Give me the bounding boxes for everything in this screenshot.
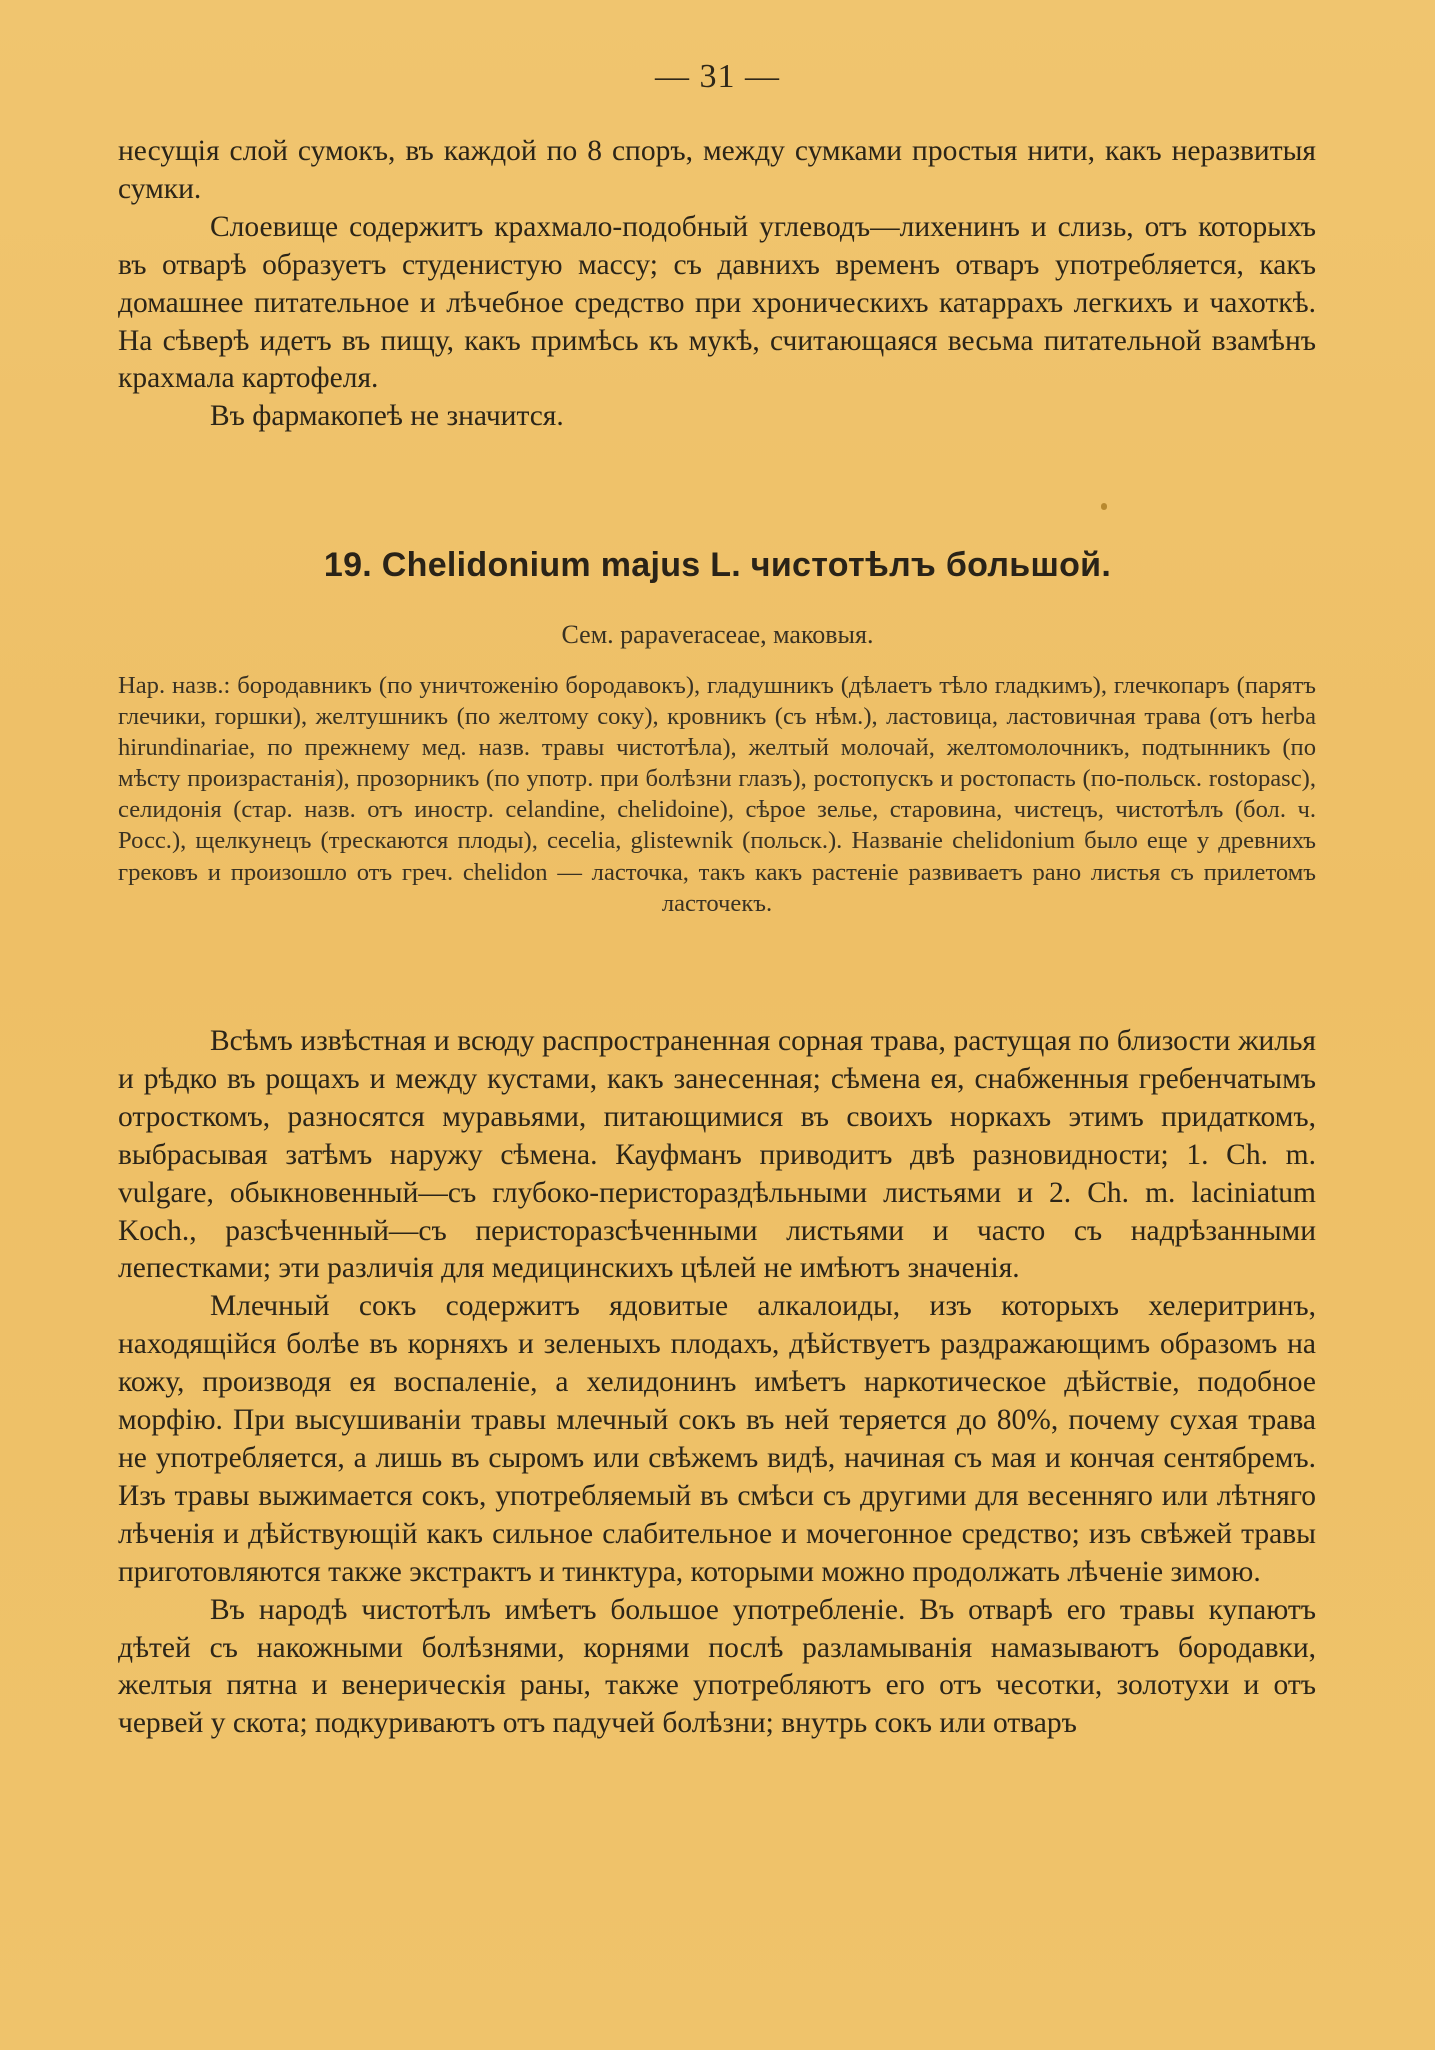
print-speck — [1101, 503, 1107, 510]
paragraph-continuation: несущія слой сумокъ, въ каждой по 8 споръ, между сумками простыя нити, какъ неразвитыя сумки. — [118, 135, 1316, 205]
page-number: — 31 — — [655, 58, 780, 95]
folk-names-paragraph: Нар. назв.: бородавникъ (по уничтоженію бородавокъ), гладушникъ (дѣлаетъ тѣло гладкимъ), глечкопаръ (парятъ глечики, горшки), желтушникъ (по желтому соку), кровникъ (съ нѣм.), ластовица, ластовичная трава (отъ herba hirundinariae, по прежнему мед. назв. травы чистотѣла), желтый молочай, желтомолочникъ, подтынникъ (по мѣсту произрастанія), прозорникъ (по употр. при болѣзни глазъ), ростопускъ и ростопасть (по-польск. rostopasc), селидонія (стар. назв. отъ иностр. celandine, chelidoine), сѣрое зелье, старовина, чистецъ, чистотѣлъ (бол. ч. Росс.), щелкунецъ (трескаются плоды), ceceliа, glistewnik (польск.). Названіе chelidonium было еще у древнихъ грековъ и произошло отъ греч. chelidon — ласточка, такъ какъ растеніе развиваетъ рано листья съ прилетомъ ласточекъ. — [118, 672, 1316, 917]
family-line: Сем. papaveraceae, маковыя. — [561, 620, 874, 649]
main-text-block — [118, 1023, 1316, 1743]
paragraph-alkaloids: Млечный сокъ содержитъ ядовитые алкалоиды, изъ которыхъ хелеритринъ, находящійся болѣе въ корняхъ и зеленыхъ плодахъ, дѣйствуетъ раздражающимъ образомъ на кожу, производя ея воспаленіе, а хелидонинъ имѣетъ наркотическое дѣйствіе, подобное морфію. При высушиваніи травы млечный сокъ въ ней теряется до 80%, почему сухая трава не употребляется, а лишь въ сыромъ или свѣжемъ видѣ, начиная съ мая и кончая сентябремъ. Изъ травы выжимается сокъ, употребляемый въ смѣси съ другими для весенняго или лѣтняго лѣченія и дѣйствующій какъ сильное слабительное и мочегонное средство; изъ свѣжей травы приготовляются также экстрактъ и тинктура, которыми можно продолжать лѣченіе зимою. — [118, 1290, 1316, 1588]
paragraph-pharmacopoeia: Въ фармакопеѣ не значится. — [210, 400, 564, 433]
paragraph-folk-use: Въ народѣ чистотѣлъ имѣетъ большое употребленіе. Въ отварѣ его травы купаютъ дѣтей съ накожными болѣзнями, корнями послѣ разламыванія намазываютъ бородавки, желтыя пятна и венерическія раны, также употребляютъ его отъ чесотки, золотухи и отъ червей у скота; подкуриваютъ отъ падучей болѣзни; внутрь сокъ или отваръ — [118, 1593, 1316, 1740]
top-text-block — [118, 133, 1316, 436]
paragraph-habitat: Всѣмъ извѣстная и всюду распространенная сорная трава, растущая по близости жилья и рѣдко въ рощахъ и между кустами, какъ занесенная; сѣмена ея, снабженныя гребенчатымъ отросткомъ, разносятся муравьями, питающимися въ своихъ норкахъ этимъ придаткомъ, выбрасывая затѣмъ наружу сѣмена. Кауфманъ приводитъ двѣ разновидности; 1. Ch. m. vulgare, обыкновенный—съ глубоко-перистораздѣльными листьями и 2. Ch. m. laciniatum Koch., разсѣченный—съ перисторазсѣченными листьями и часто съ надрѣзанными лепестками; эти различія для медицинскихъ цѣлей не имѣютъ значенія. — [118, 1025, 1316, 1285]
section-title: 19. Chelidonium majus L. чистотѣлъ большой. — [323, 546, 1112, 584]
paragraph-lichenin: Слоевище содержитъ крахмало-подобный углеводъ—лихенинъ и слизь, отъ которыхъ въ отварѣ образуетъ студенистую массу; съ давнихъ временъ отваръ употребляется, какъ домашнее питательное и лѣчебное средство при хроническихъ катаррахъ легкихъ и чахоткѣ. На сѣверѣ идетъ въ пищу, какъ примѣсь къ мукѣ, считающаяся весьма питательной взамѣнъ крахмала картофеля. — [118, 210, 1316, 395]
